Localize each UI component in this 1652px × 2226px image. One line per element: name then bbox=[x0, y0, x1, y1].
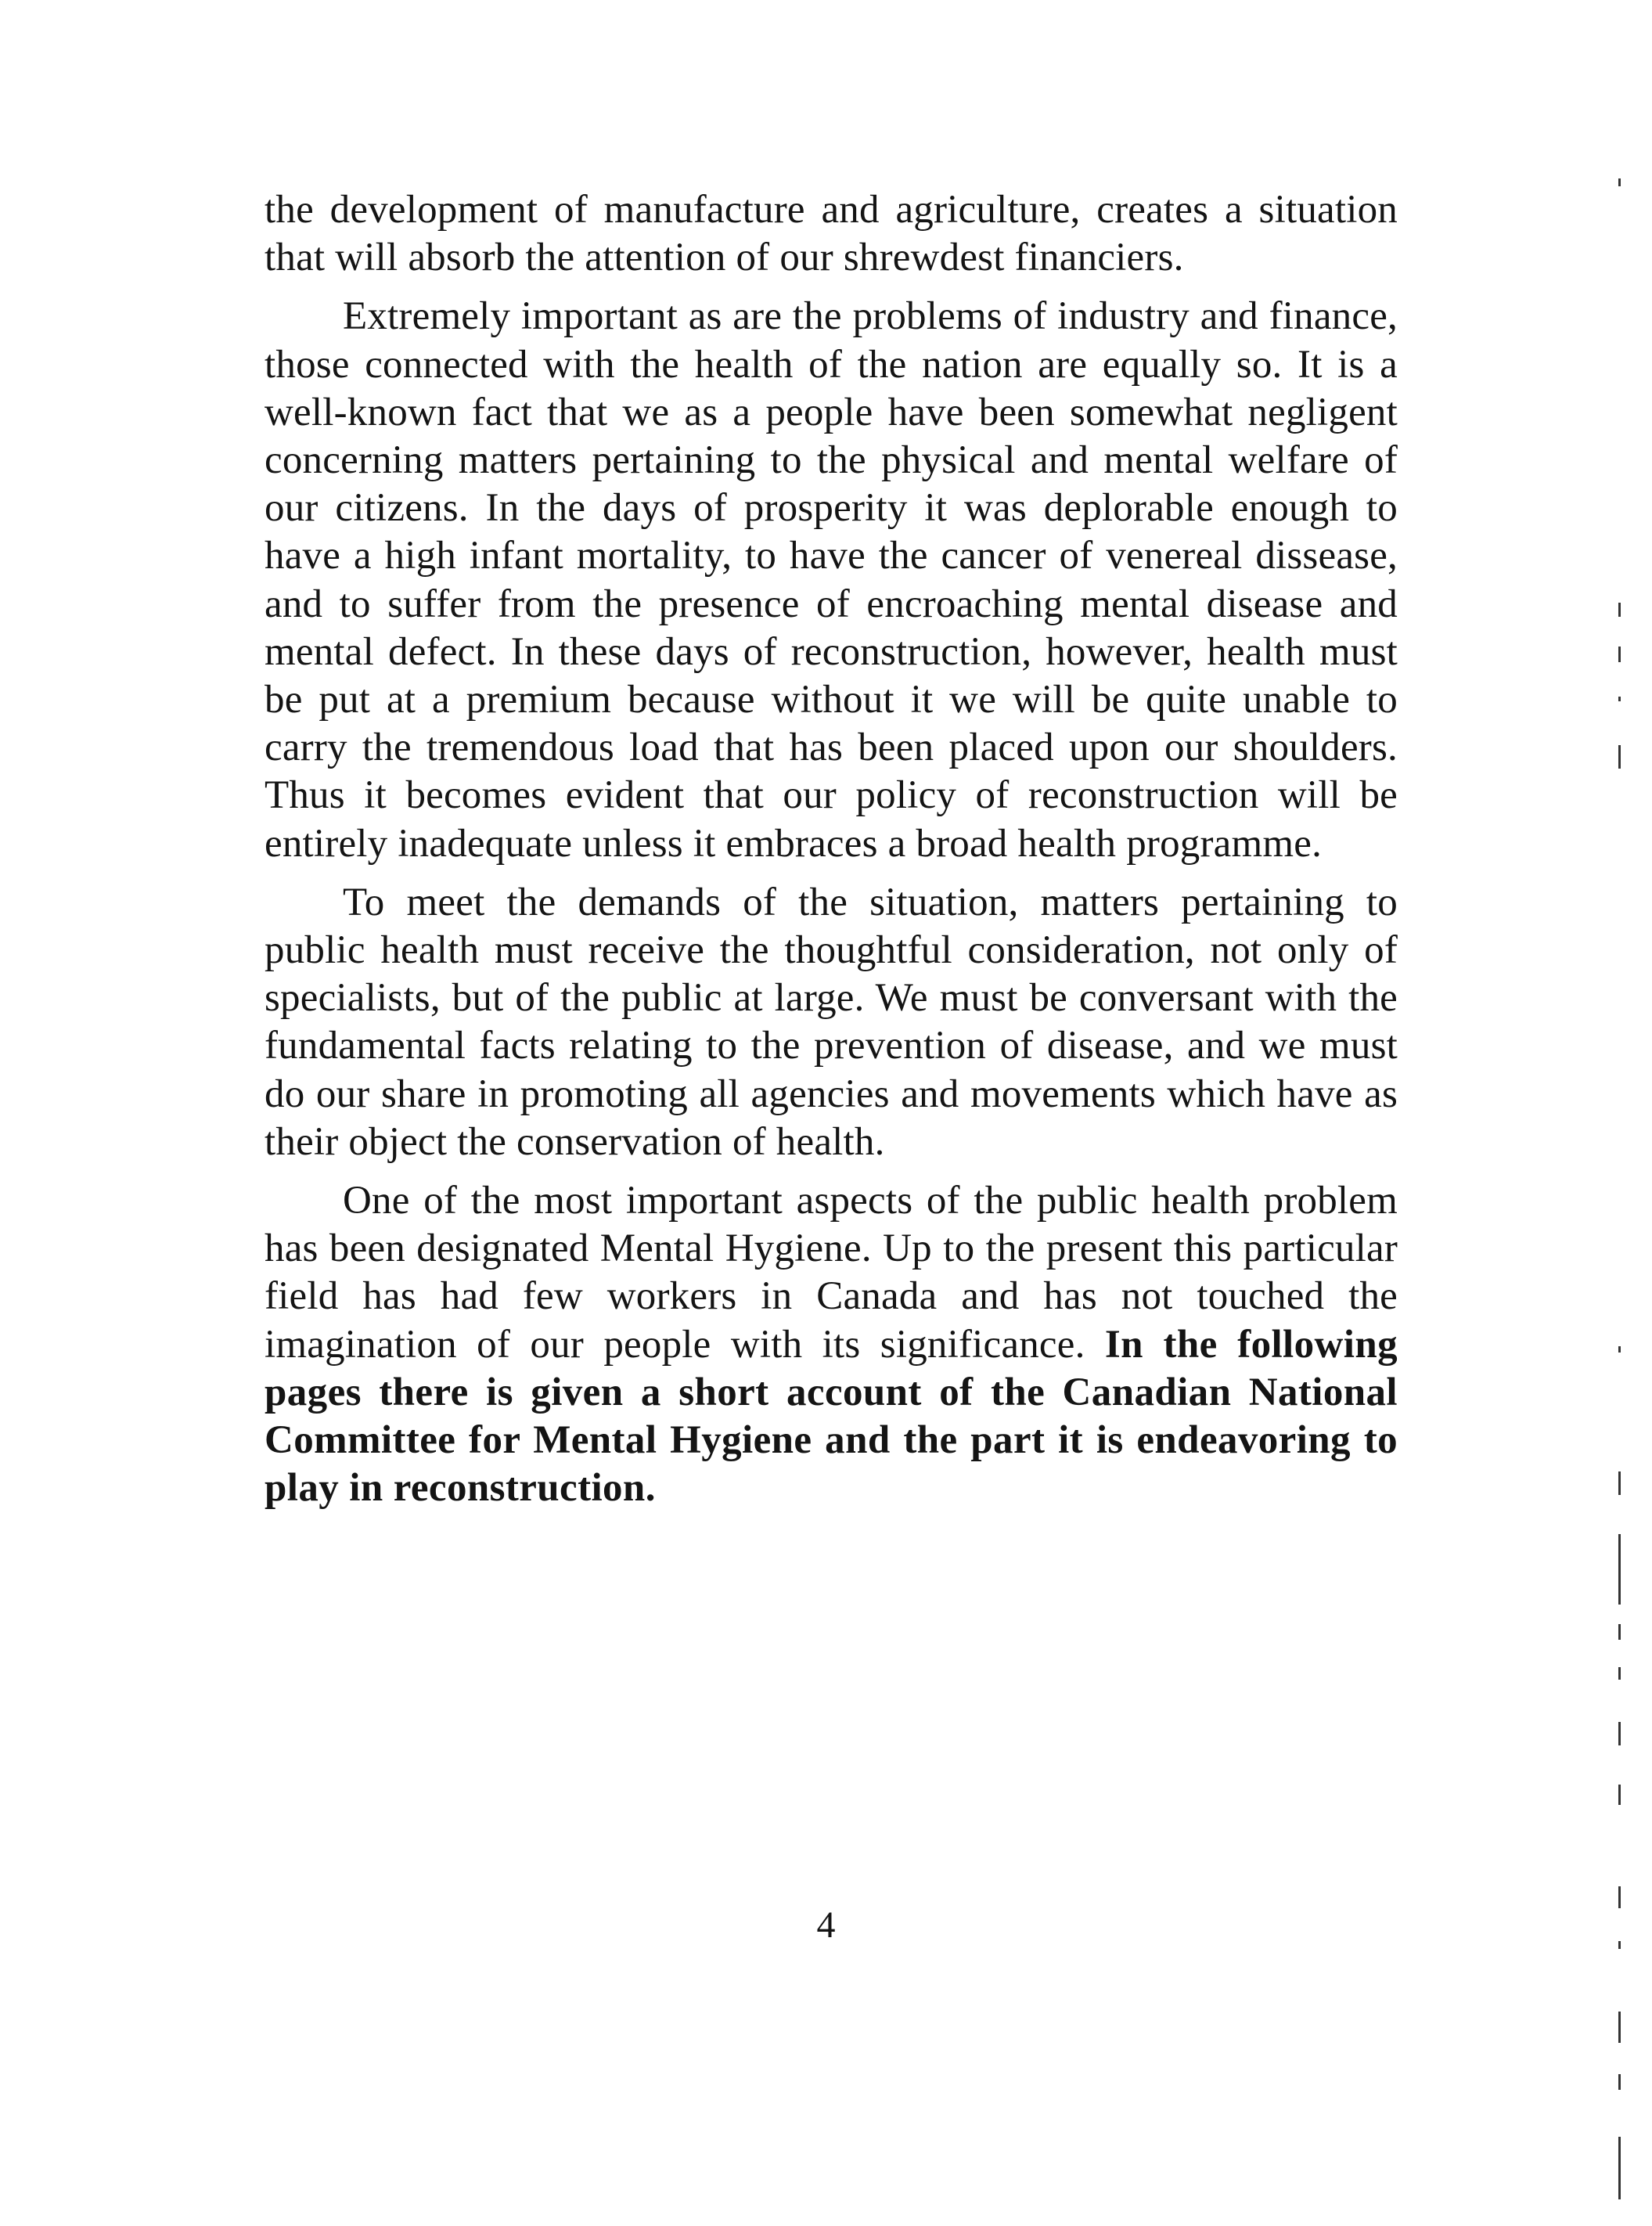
scan-mark bbox=[1618, 603, 1621, 617]
scan-mark bbox=[1618, 1886, 1621, 1908]
scan-mark bbox=[1618, 1667, 1621, 1680]
scan-mark bbox=[1618, 1722, 1621, 1745]
scan-mark bbox=[1618, 745, 1621, 769]
body-text bbox=[265, 186, 1398, 1512]
paragraph-3: To meet the demands of the situation, matters pertaining to public health must receive the thoughtful consideration, not only of specialists, but of the public at large. We must be conversant with the fundamental facts relating to the prevention of disease, and we must do our share in promoting all agencies and movements which have as their object the conservation of health. bbox=[265, 880, 1398, 1164]
paragraph-1: the development of manufacture and agriculture, creates a situation that will absorb the attention of our shrewdest financiers. bbox=[265, 188, 1398, 280]
scan-mark bbox=[1618, 1624, 1621, 1640]
scan-mark bbox=[1618, 2074, 1621, 2090]
scan-mark bbox=[1618, 1346, 1621, 1353]
paragraph-4-text: One of the most important aspects of the public health problem has been designated Mental Hygiene. Up to the present this particular field has had few workers in Canada and has not touched the imagination of our people with its significance. bbox=[265, 1179, 1398, 1367]
scan-mark bbox=[1618, 647, 1621, 662]
paragraph-2: Extremely important as are the problems of industry and finance, those connected with the health of the nation are equally so. It is a well-known fact that we as a people have been somewhat negligent concerning matters pertaining to the physical and mental welfare of our citizens. In the days of prosperity it was deplorable enough to have a high infant mortality, to have the cancer of venereal dissease, and to suffer from the presence of encroaching mental disease and mental defect. In these days of reconstruction, however, health must be put at a premium because without it we will be quite unable to carry the tremendous load that has been placed upon our shoulders. Thus it becomes evident that our policy of reconstruction will be entirely inadequate unless it embraces a broad health programme. bbox=[265, 294, 1398, 866]
scan-edge-marks bbox=[1618, 0, 1634, 2226]
paragraph-4-emphasis: In the following pages there is given a short account of the Canadian National Committee for Mental Hygiene and the part it is endeavoring to play in reconstruction. bbox=[265, 1322, 1398, 1511]
page-number: 4 bbox=[816, 1904, 836, 1946]
scan-mark bbox=[1618, 1471, 1621, 1495]
scan-mark bbox=[1618, 1534, 1621, 1605]
scan-mark bbox=[1618, 2137, 1621, 2199]
scan-mark bbox=[1618, 2012, 1621, 2043]
scan-mark bbox=[1618, 697, 1621, 701]
scan-mark bbox=[1618, 178, 1621, 186]
paragraph-4 bbox=[265, 1177, 1398, 1512]
scan-mark bbox=[1618, 1941, 1621, 1949]
scan-mark bbox=[1618, 1785, 1621, 1805]
